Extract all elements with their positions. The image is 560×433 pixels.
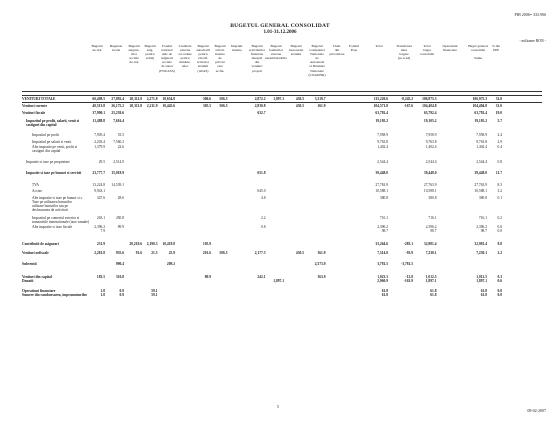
cell-value: 27,892.4 xyxy=(111,97,124,101)
cell-value: 5.7 xyxy=(497,119,502,123)
cell-value: 1,897.1 xyxy=(273,279,284,283)
column-header: Fondul Prop xyxy=(349,44,359,53)
cell-value: 39,448.0 xyxy=(375,171,388,175)
cell-value: 1,012.5 1,897.1 xyxy=(476,275,487,283)
cell-value: 20,219.6 xyxy=(129,242,142,246)
column-header: Buget general consolidat Suma xyxy=(468,44,488,61)
cell-value: 63,792.4 xyxy=(474,111,487,115)
cell-value: -283.1 xyxy=(403,242,413,246)
table-row xyxy=(22,160,542,166)
table-row xyxy=(22,111,542,117)
column-header: Imprum. interne xyxy=(230,44,244,53)
cell-value: 32,981.4 xyxy=(474,242,487,246)
table-row xyxy=(22,104,542,110)
cell-value: 0.4 xyxy=(497,145,502,149)
cell-value: 2,211.9 xyxy=(146,104,158,108)
pib-value: 333.906 xyxy=(533,12,546,17)
row-label: TVA xyxy=(32,183,39,187)
document-title: BUGETUL GENERAL CONSOLIDAT xyxy=(230,23,330,29)
column-header: Chelt. din privatizare xyxy=(329,44,345,57)
table-rule xyxy=(22,95,542,96)
column-header: Total buget consolidat xyxy=(419,44,435,57)
table-rule xyxy=(22,91,542,92)
cell-value: 716.1 xyxy=(428,216,437,220)
cell-value: 15,018.9 xyxy=(111,171,124,175)
cell-value: 0.9 0.9 xyxy=(119,289,124,297)
pib-note xyxy=(515,12,546,17)
cell-value: 59.1 59.1 xyxy=(151,289,158,297)
cell-value: 60,498.5 xyxy=(92,97,105,101)
cell-value: 306.6 xyxy=(202,97,211,101)
cell-value: 645.0 xyxy=(257,189,266,193)
cell-value: 1,379.9 xyxy=(94,145,105,149)
table-row xyxy=(22,145,542,151)
cell-value: 20,311.8 xyxy=(129,97,142,101)
cell-value: 0.1 xyxy=(497,196,502,200)
cell-value: 11,488.8 xyxy=(92,119,105,123)
cell-value: 9,763.8 xyxy=(425,140,437,144)
cell-value: 10,588.1 xyxy=(375,189,388,193)
cell-value: 33,264.6 xyxy=(375,242,388,246)
cell-value: 2,544.4 xyxy=(377,160,388,164)
cell-value: 61.8 61.8 xyxy=(381,289,388,297)
cell-value: 7,958.9 xyxy=(377,133,388,137)
cell-value: 716.1 xyxy=(478,216,487,220)
cell-value: 2.9 xyxy=(497,140,502,144)
cell-value: 1.8 1.8 xyxy=(100,289,105,297)
cell-value: 2,190.3 xyxy=(146,242,158,246)
row-label: Contributii de asigurari xyxy=(22,242,59,246)
table-row xyxy=(22,225,542,231)
cell-value: 2,396.2 98.7 xyxy=(425,225,437,233)
cell-value: 632.7 xyxy=(257,111,266,115)
row-label: VENITURI TOTALE xyxy=(22,97,56,101)
cell-value: 2.2 xyxy=(261,216,266,220)
cell-value: 27,763.9 xyxy=(474,183,487,187)
cell-value: 63,792.4 xyxy=(423,111,437,115)
cell-value: 2,872.2 xyxy=(254,97,266,101)
cell-value: 2,544.4 xyxy=(476,160,487,164)
column-header: Total xyxy=(375,44,383,48)
cell-value: 2,573.9 xyxy=(314,262,326,266)
cell-value: 53.5 xyxy=(117,133,124,137)
column-header: Bugetul de stat xyxy=(91,44,103,53)
cell-value: 104,404.8 xyxy=(422,104,437,108)
cell-value: 2,177.3 xyxy=(254,251,266,255)
cell-value: 1,402.4 xyxy=(377,145,388,149)
cell-value: 263.1 xyxy=(96,216,105,220)
table-row xyxy=(22,189,542,195)
cell-value: 347.6 xyxy=(96,196,105,200)
cell-value: 9,943.1 xyxy=(94,189,105,193)
cell-value: 115,220.6 xyxy=(373,97,388,101)
cell-value: 380.8 xyxy=(379,196,388,200)
cell-value: 40,513.8 xyxy=(92,104,105,108)
row-label: Alte impozite pe venit, profit si castiguri din capital xyxy=(32,145,78,153)
cell-value: 10,419.8 xyxy=(162,242,175,246)
cell-value: -12.8 -163.9 xyxy=(403,275,413,283)
row-label: Subventii xyxy=(22,262,37,266)
cell-value: 0.8 xyxy=(497,160,502,164)
table-row xyxy=(22,196,542,212)
cell-value: 506.5 xyxy=(219,251,228,255)
cell-value: 380.8 xyxy=(478,196,487,200)
table-row xyxy=(22,216,542,222)
cell-value: 9,763.8 xyxy=(377,140,388,144)
cell-value: 2,830.8 xyxy=(254,104,266,108)
cell-value: 19,105.2 xyxy=(423,119,437,123)
cell-value: 10,445.6 xyxy=(162,104,175,108)
cell-value: 7,560.2 xyxy=(113,140,124,144)
column-header: % din PIB xyxy=(491,44,501,53)
cell-value: 91.6 xyxy=(135,251,142,255)
cell-value: 89.9 xyxy=(117,225,124,229)
cell-value: 7,230.1 xyxy=(476,251,487,255)
cell-value: 37,990.1 xyxy=(92,111,105,115)
cell-value: 31.8 xyxy=(495,97,502,101)
cell-value: 19,105.2 xyxy=(474,119,487,123)
cell-value: 7,905.4 xyxy=(94,133,105,137)
table-row xyxy=(22,262,542,268)
table-row xyxy=(22,133,542,139)
row-label: Impozite si taxe pe bunuri si servicii xyxy=(26,171,82,175)
cell-value: 19.0 xyxy=(495,111,502,115)
cell-value: 31.0 xyxy=(495,104,502,108)
row-label: Alte impozite si taxe fiscale xyxy=(32,225,73,229)
cell-value: 161.9 xyxy=(317,104,326,108)
cell-value: 305.5 xyxy=(202,104,211,108)
column-header: Operatiuni financiare xyxy=(442,44,458,53)
cell-value: -167.6 xyxy=(403,104,413,108)
row-label: Operatiuni financiare Sumere din rambursarea, imprumuturilor xyxy=(22,289,88,297)
cell-value: 10,654.8 xyxy=(162,97,175,101)
cell-value: 183.5 xyxy=(96,275,105,279)
row-label: Impozitul pe profit, salarii, venit si castiguri din capital xyxy=(26,119,80,127)
cell-value: 10,588.1 xyxy=(423,189,437,193)
cell-value: 380.8 xyxy=(428,196,437,200)
cell-value: 506.5 xyxy=(219,97,228,101)
column-header: Creditele externe accordate pentru ministe- relor xyxy=(178,44,192,69)
cell-value: -8,245.2 xyxy=(401,97,413,101)
cell-value: 14,539.1 xyxy=(111,183,124,187)
column-header: Bugetul activitatilor finantate integral din venituri proprii xyxy=(248,44,266,73)
cell-value: 163.9 xyxy=(317,275,326,279)
cell-value: 21.5 xyxy=(151,251,158,255)
cell-value: 161.9 xyxy=(317,251,326,255)
cell-value: 25.9 xyxy=(168,251,175,255)
cell-value: 242.1 xyxy=(257,275,266,279)
cell-value: 201.6 xyxy=(202,251,211,255)
table-row xyxy=(22,275,542,281)
cell-value: 8.3 xyxy=(497,183,502,187)
cell-value: 27,763.9 xyxy=(423,183,437,187)
cell-value: 28.6 xyxy=(117,196,124,200)
cell-value: 1,023.3 2,060.9 xyxy=(377,275,388,283)
cell-value: 39,448.0 xyxy=(423,171,437,175)
column-header: Bugetul asig. pentru somaj xyxy=(144,44,156,61)
row-label: Impozitul pe comertul exterior si tranzactiile internationale (taxe vamale) xyxy=(32,216,90,224)
cell-value: 32,981.4 xyxy=(423,242,437,246)
cell-value: 2.4 xyxy=(497,133,502,137)
cell-value: 506.5 xyxy=(219,104,228,108)
cell-value: 2,281.8 xyxy=(94,251,105,255)
cell-value: 61.8 61.8 xyxy=(480,289,487,297)
row-label: Impozitul pe salarii si venit xyxy=(32,140,72,144)
cell-value: 19,105.2 xyxy=(375,119,388,123)
cell-value: 80.9 xyxy=(204,275,211,279)
row-label: Venituri curente xyxy=(22,104,48,108)
cell-value: 61.8 61.8 xyxy=(430,289,437,297)
cell-value: 13,224.8 xyxy=(92,183,105,187)
column-header: Bugetele locale xyxy=(109,44,123,53)
cell-value: 0.3 0.6 xyxy=(497,275,502,283)
cell-value: 105.9 xyxy=(202,242,211,246)
cell-value: 25,239.6 xyxy=(111,111,124,115)
cell-value: 1,897.1 xyxy=(273,97,284,101)
footer-date: 08-02-2007 xyxy=(527,408,546,413)
cell-value: 2,396.2 98.7 xyxy=(476,225,487,233)
cell-value: 39,448.0 xyxy=(474,171,487,175)
cell-value: 2,396.2 98.7 xyxy=(377,225,388,233)
pib-label: PIB 2006= xyxy=(514,12,532,17)
column-headers xyxy=(0,44,560,90)
unit-note: - milioane RON - xyxy=(519,39,546,43)
row-label: Venituri fiscale xyxy=(22,111,46,115)
table-row xyxy=(22,251,542,257)
cell-value: 2,203.4 xyxy=(94,140,105,144)
cell-value: 1,012.5 1,897.1 xyxy=(425,275,437,283)
column-header: Bugetul fondurilor externe nerambursabile xyxy=(265,44,287,61)
cell-value: 209.2 xyxy=(166,262,175,266)
cell-value: 27,763.9 xyxy=(375,183,388,187)
cell-value: 1,402.4 xyxy=(476,145,487,149)
cell-value: 716.1 xyxy=(379,216,388,220)
cell-value: 1,402.4 xyxy=(425,145,437,149)
table-row xyxy=(22,171,542,177)
row-label: Venituri din capital Donatii xyxy=(22,275,52,283)
column-header: Bugetul Companiei Nationale de Autostrazi si Drumuri Nationale (CNADNR) xyxy=(308,44,326,77)
cell-value: 7,514.0 xyxy=(377,251,388,255)
cell-value: 2,271.8 xyxy=(146,97,158,101)
cell-value: 106,975.3 xyxy=(422,97,437,101)
table-row xyxy=(22,242,542,248)
cell-value: 10,588.1 xyxy=(474,189,487,193)
cell-value: 29.5 xyxy=(98,160,105,164)
table-rule xyxy=(22,102,542,103)
cell-value: 104,404.8 xyxy=(472,104,487,108)
row-label: Impozitul pe profit xyxy=(32,133,60,137)
cell-value: 310.8 xyxy=(115,275,124,279)
cell-value: 7,616.4 xyxy=(113,119,124,123)
cell-value: -93.9 xyxy=(405,251,413,255)
column-header: Bugetul trezoreriei statului xyxy=(288,44,304,57)
cell-value: 0.8 xyxy=(261,225,266,229)
cell-value: 2,514.9 xyxy=(113,160,124,164)
table-row xyxy=(22,119,542,125)
cell-value: 935.6 xyxy=(115,251,124,255)
cell-value: 104,571.8 xyxy=(373,104,388,108)
table-row xyxy=(22,289,542,295)
cell-value: 430.5 xyxy=(295,97,304,101)
cell-value: 3.2 xyxy=(497,189,502,193)
cell-value: 7,958.9 xyxy=(476,133,487,137)
cell-value: 430.5 xyxy=(295,104,304,108)
cell-value: 106,975.3 xyxy=(472,97,487,101)
column-header: Bugetul activit. interne de privati care se fin. xyxy=(214,44,226,73)
cell-value: 0.0 0.0 xyxy=(497,289,502,297)
cell-value: 2,396.2 7.9 xyxy=(94,225,105,233)
row-label: Alte impozite si taxe pe bunuri si s. Taxe pe utilizarea bunurilor utilizare bunurilor sau pe desfasurarea de activitati xyxy=(32,196,83,212)
cell-value: 450.8 xyxy=(115,216,124,220)
column-header: Fondul national unic de asigurari sociale de sanat (FNUASS) xyxy=(159,44,175,73)
row-label: Impozite si taxe pe proprietate xyxy=(26,160,70,164)
cell-value: 2.2 xyxy=(497,251,502,255)
cell-value: 23,777.7 xyxy=(92,171,105,175)
cell-value: 4.8 xyxy=(261,196,266,200)
cell-value: 7,958.9 xyxy=(425,133,437,137)
cell-value: 22.6 xyxy=(117,145,124,149)
cell-value: 9,763.8 xyxy=(476,140,487,144)
cell-value: 11.7 xyxy=(495,171,502,175)
column-header: Bugetul asigura- rilor sociale de stat xyxy=(128,44,140,65)
cell-value: 2,544.4 xyxy=(425,160,437,164)
cell-value: 430.5 xyxy=(295,251,304,255)
cell-value: 20,311.8 xyxy=(129,104,142,108)
cell-value: 0.6 0.0 xyxy=(497,225,502,233)
cell-value: 9.8 xyxy=(497,242,502,246)
cell-value: 0.2 xyxy=(497,216,502,220)
cell-value: 26,175.2 xyxy=(111,104,124,108)
cell-value: 3,319.7 xyxy=(314,97,326,101)
cell-value: 63,792.4 xyxy=(375,111,388,115)
column-header: Bugetul autoritatii pentru valorif. activelor statului (AVAS) xyxy=(196,44,210,73)
cell-value: 990.4 xyxy=(115,262,124,266)
cell-value: -3,781.5 xyxy=(401,262,413,266)
column-header: Transferuri intre bugete (se scad) xyxy=(396,44,412,61)
cell-value: 231.9 xyxy=(96,242,105,246)
page-number: 5 xyxy=(277,404,279,409)
cell-value: 3,781.5 xyxy=(377,262,388,266)
cell-value: 7,230.1 xyxy=(425,251,437,255)
row-label: Accize xyxy=(32,189,42,193)
cell-value: 651.8 xyxy=(257,171,266,175)
document-period: 1.01-31.12.2006 xyxy=(263,30,297,35)
row-label: Venituri nefiscale xyxy=(22,251,49,255)
